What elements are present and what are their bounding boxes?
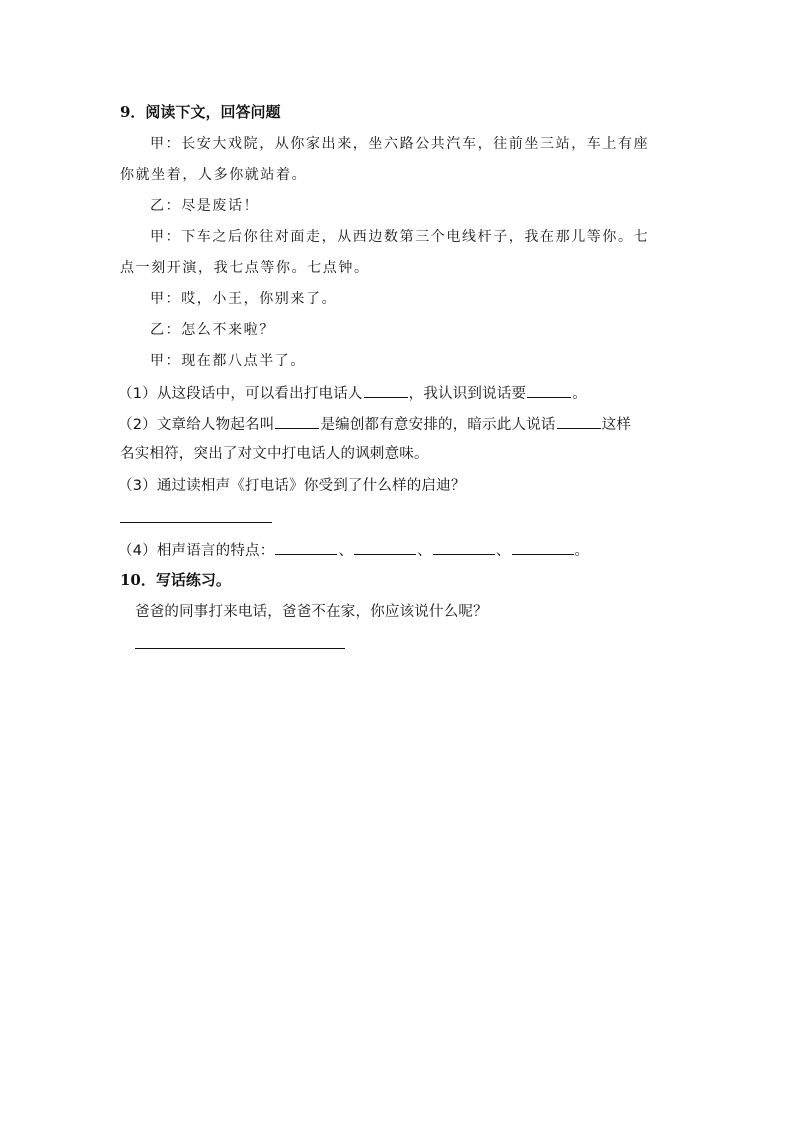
sub-question-4-text: （4）相声语言的特点： — [118, 543, 275, 559]
dialogue-line-4: 甲：下车之后你往对面走，从西边数第三个电线杆子，我在那儿等你。七 — [150, 229, 650, 245]
answer-line[interactable] — [135, 648, 345, 649]
separator: 、 — [338, 543, 354, 559]
question-10-title: 10．写话练习。 — [120, 571, 231, 589]
sub-question-1-text-b: ，我认识到说话要 — [408, 386, 527, 402]
answer-blank[interactable] — [275, 413, 319, 429]
sub-question-2-line-2: 名实相符，突出了对文中打电话人的讽刺意味。 — [120, 446, 429, 462]
answer-blank[interactable] — [364, 382, 408, 398]
dialogue-line-8: 甲：现在都八点半了。 — [150, 353, 306, 369]
sub-question-2-text-a: （2）文章给人物起名叫 — [118, 417, 275, 433]
sub-question-4-end: 。 — [574, 543, 590, 559]
dialogue-line-7: 乙：怎么不来啦？ — [150, 322, 275, 338]
sub-question-1-text-c: 。 — [572, 386, 587, 402]
dialogue-line-2: 你就坐着，人多你就站着。 — [120, 167, 308, 183]
dialogue-line-6: 甲：哎，小王，你别来了。 — [150, 291, 338, 307]
answer-blank[interactable] — [354, 539, 416, 555]
dialogue-line-3: 乙：尽是废话！ — [150, 198, 260, 214]
answer-blank[interactable] — [527, 382, 571, 398]
separator: 、 — [417, 543, 432, 559]
answer-line[interactable] — [120, 522, 272, 523]
answer-blank[interactable] — [557, 413, 601, 429]
answer-blank[interactable] — [433, 539, 495, 555]
sub-question-1-text-a: （1）从这段话中，可以看出打电话人 — [118, 386, 363, 402]
dialogue-line-1: 甲：长安大戏院，从你家出来，坐六路公共汽车，往前坐三站，车上有座 — [150, 136, 650, 152]
sub-question-1 — [118, 382, 587, 404]
sub-question-3: （3）通过读相声《打电话》你受到了什么样的启迪？ — [118, 478, 466, 494]
sub-question-2-text-b: 是编创都有意安排的，暗示此人说话 — [320, 417, 556, 433]
question-9-title: 9．阅读下文，回答问题 — [120, 103, 281, 121]
answer-blank[interactable] — [275, 539, 337, 555]
sub-question-2 — [118, 413, 631, 435]
sub-question-4 — [118, 539, 589, 561]
answer-blank[interactable] — [512, 539, 574, 555]
question-10-prompt: 爸爸的同事打来电话，爸爸不在家，你应该说什么呢？ — [135, 604, 488, 620]
sub-question-2-text-c: 这样 — [601, 417, 632, 433]
dialogue-line-5: 点一刻开演，我七点等你。七点钟。 — [120, 260, 370, 276]
separator: 、 — [495, 543, 511, 559]
